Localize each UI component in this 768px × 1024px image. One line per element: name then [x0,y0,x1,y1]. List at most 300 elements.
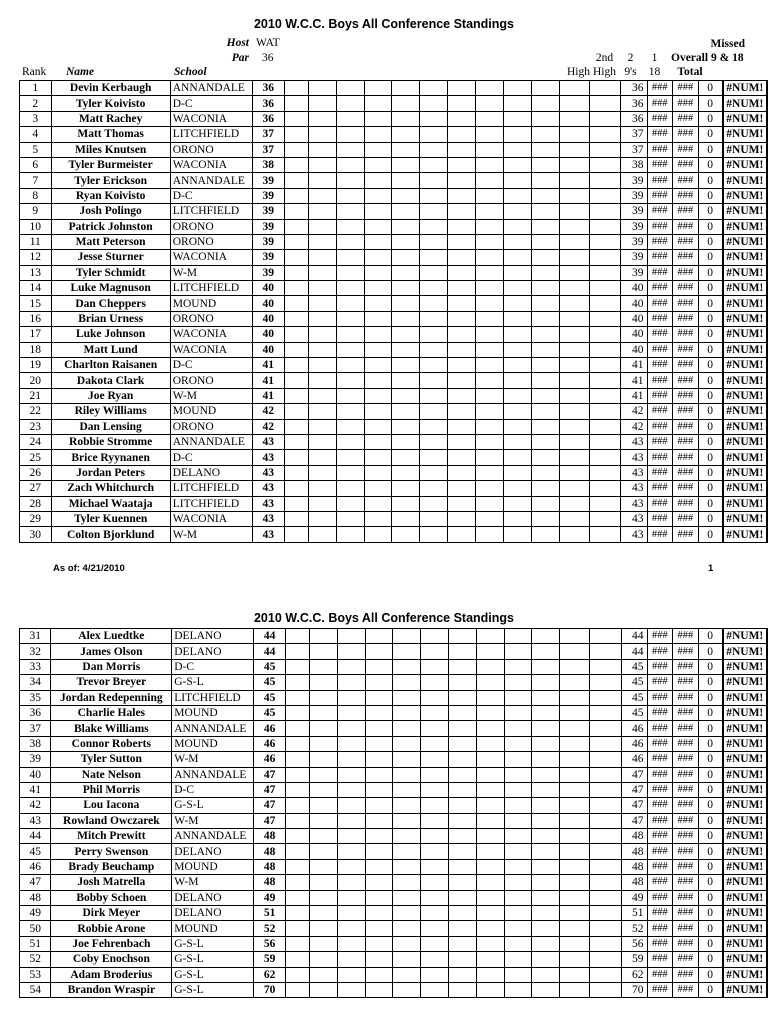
school-cell: G-S-L [172,675,254,690]
eighteen-cell: 0 [698,142,722,157]
score-cell: 36 [252,81,284,96]
score-cell: 46 [254,721,286,736]
blank-score-cell [476,644,504,659]
school-cell: WACONIA [170,342,252,357]
blank-score-cell [392,481,420,496]
school-cell: W-M [172,813,254,828]
eighteen-cell: 0 [698,281,722,296]
blank-score-cell [560,982,590,997]
blank-score-cell [504,127,532,142]
player-name-cell: Nate Nelson [51,767,172,782]
blank-score-cell [392,234,420,249]
second-high-cell: ### [647,629,673,644]
blank-score-cell [559,173,589,188]
blank-score-cell [308,511,336,526]
blank-score-cell [590,204,621,219]
blank-score-cell [560,798,590,813]
second-high-cell: ### [647,782,673,797]
school-cell: MOUND [172,921,254,936]
blank-score-cell [421,752,449,767]
high-cell: 48 [621,844,647,859]
blank-score-cell [476,982,504,997]
blank-score-cell [421,906,449,921]
school-cell: LITCHFIELD [170,496,252,511]
blank-score-cell [364,127,392,142]
blank-score-cell [476,342,504,357]
blank-score-cell [476,234,504,249]
blank-score-cell [284,511,308,526]
blank-score-cell [559,250,589,265]
blank-score-cell [421,798,449,813]
high-cell: 39 [621,219,647,234]
nines-cell: ### [673,952,699,967]
blank-score-cell [531,296,559,311]
blank-score-cell [393,690,421,705]
overall-total-cell: #NUM! [723,659,768,674]
eighteen-cell: 0 [698,434,722,449]
blank-score-cell [365,875,393,890]
blank-score-cell [309,936,337,951]
blank-score-cell [590,906,621,921]
blank-score-cell [476,859,504,874]
blank-score-cell [309,906,337,921]
score-cell: 44 [254,629,286,644]
blank-score-cell [476,404,504,419]
score-cell: 37 [252,127,284,142]
school-cell: WACONIA [170,111,252,126]
blank-score-cell [532,890,560,905]
blank-score-cell [504,511,532,526]
second-high-cell: ### [647,173,673,188]
school-cell: WACONIA [170,327,252,342]
blank-score-cell [532,736,560,751]
rank-cell: 36 [20,705,51,720]
blank-score-cell [284,296,308,311]
nine-eighteen-header: 9 & 18 [711,52,744,64]
overall-total-cell: #NUM! [723,388,767,403]
blank-score-cell [392,265,420,280]
blank-score-cell [284,434,308,449]
standings-row [20,952,768,967]
overall-total-cell: #NUM! [723,752,768,767]
standings-row [20,250,768,265]
rank-cell: 48 [20,890,51,905]
blank-score-cell [504,188,532,203]
rank-cell: 51 [20,936,51,951]
school-cell: ANNANDALE [172,829,254,844]
blank-score-cell [531,419,559,434]
blank-score-cell [337,936,365,951]
blank-score-cell [286,844,310,859]
blank-score-cell [337,982,365,997]
second-high-cell: ### [647,829,673,844]
standings-row [20,782,768,797]
blank-score-cell [504,419,532,434]
blank-score-cell [420,219,448,234]
blank-score-cell [476,96,504,111]
blank-score-cell [393,721,421,736]
second-high-cell: ### [647,481,673,496]
blank-score-cell [504,736,532,751]
eighteen-cell: 0 [698,721,722,736]
nines-cell: ### [673,281,699,296]
blank-score-cell [590,752,621,767]
blank-score-cell [448,767,476,782]
overall-total-cell: #NUM! [723,906,768,921]
blank-score-cell [420,234,448,249]
blank-score-cell [559,96,589,111]
blank-score-cell [392,373,420,388]
second-high-cell: ### [647,157,673,172]
blank-score-cell [476,875,504,890]
blank-score-cell [337,859,365,874]
standings-row [20,921,768,936]
eighteen-cell: 0 [698,890,722,905]
second-high-cell: ### [647,875,673,890]
blank-score-cell [448,752,476,767]
blank-score-cell [420,111,448,126]
blank-score-cell [365,921,393,936]
blank-score-cell [284,188,308,203]
score-cell: 39 [252,250,284,265]
second-high-cell: ### [647,142,673,157]
blank-score-cell [532,644,560,659]
standings-row [20,527,768,542]
blank-score-cell [337,890,365,905]
blank-score-cell [308,465,336,480]
eighteen-cell: 0 [698,96,722,111]
blank-score-cell [393,659,421,674]
blank-score-cell [590,342,621,357]
blank-score-cell [393,813,421,828]
blank-score-cell [421,875,449,890]
blank-score-cell [590,127,621,142]
rank-cell: 16 [20,311,52,326]
overall-total-cell: #NUM! [723,875,768,890]
school-cell: D-C [172,659,254,674]
nines-cell: ### [673,157,699,172]
blank-score-cell [393,967,421,982]
blank-score-cell [590,157,621,172]
blank-score-cell [421,675,449,690]
blank-score-cell [476,358,504,373]
rank-cell: 2 [20,96,52,111]
overall-total-cell: #NUM! [723,96,767,111]
eighteen-header-bottom: 18 [648,66,661,78]
school-cell: ORONO [170,419,252,434]
blank-score-cell [560,890,590,905]
blank-score-cell [309,721,337,736]
overall-total-cell: #NUM! [723,481,767,496]
blank-score-cell [420,188,448,203]
player-name-cell: Tyler Schmidt [51,265,170,280]
second-high-cell: ### [647,659,673,674]
blank-score-cell [392,157,420,172]
blank-score-cell [560,767,590,782]
blank-score-cell [309,859,337,874]
blank-score-cell [336,327,364,342]
blank-score-cell [336,388,364,403]
blank-score-cell [308,450,336,465]
nines-cell: ### [673,81,699,96]
school-cell: DELANO [172,844,254,859]
standings-row [20,281,768,296]
blank-score-cell [364,219,392,234]
nines-cell: ### [673,481,699,496]
player-name-cell: Adam Broderius [51,967,172,982]
nines-cell: ### [673,496,699,511]
high-cell: 45 [621,659,647,674]
player-name-cell: Mitch Prewitt [51,829,172,844]
blank-score-cell [284,450,308,465]
standings-row [20,906,768,921]
score-cell: 43 [252,481,284,496]
blank-score-cell [590,936,621,951]
rank-cell: 9 [20,204,52,219]
blank-score-cell [336,188,364,203]
blank-score-cell [559,111,589,126]
high-cell: 41 [621,358,647,373]
blank-score-cell [336,404,364,419]
overall-total-cell: #NUM! [723,142,767,157]
blank-score-cell [476,465,504,480]
standings-row [20,705,768,720]
blank-score-cell [392,358,420,373]
blank-score-cell [560,813,590,828]
blank-score-cell [504,721,532,736]
blank-score-cell [590,111,621,126]
blank-score-cell [393,798,421,813]
blank-score-cell [531,511,559,526]
eighteen-cell: 0 [698,204,722,219]
second-high-cell: ### [647,767,673,782]
eighteen-cell: 0 [698,767,722,782]
blank-score-cell [504,142,532,157]
school-cell: ORONO [170,373,252,388]
page-title: 2010 W.C.C. Boys All Conference Standings [253,17,515,31]
blank-score-cell [308,296,336,311]
high-cell: 40 [621,327,647,342]
blank-score-cell [590,142,621,157]
blank-score-cell [284,157,308,172]
blank-score-cell [559,204,589,219]
blank-score-cell [337,767,365,782]
blank-score-cell [420,96,448,111]
overall-total-cell: #NUM! [723,296,767,311]
school-cell: D-C [172,782,254,797]
blank-score-cell [308,142,336,157]
eighteen-cell: 0 [698,906,722,921]
nines-cell: ### [673,527,699,542]
eighteen-cell: 0 [698,829,722,844]
high-cell: 39 [621,234,647,249]
standings-row [20,219,768,234]
blank-score-cell [504,659,532,674]
blank-score-cell [504,705,532,720]
blank-score-cell [448,721,476,736]
blank-score-cell [420,481,448,496]
nines-cell: ### [673,250,699,265]
blank-score-cell [531,81,559,96]
nines-cell: ### [673,875,699,890]
blank-score-cell [476,936,504,951]
blank-score-cell [559,127,589,142]
rank-cell: 20 [20,373,52,388]
blank-score-cell [531,404,559,419]
blank-score-cell [364,281,392,296]
school-cell: DELANO [172,906,254,921]
blank-score-cell [393,906,421,921]
overall-total-cell: #NUM! [723,373,767,388]
blank-score-cell [448,511,476,526]
rank-cell: 27 [20,481,52,496]
school-cell: W-M [172,752,254,767]
blank-score-cell [531,342,559,357]
blank-score-cell [393,629,421,644]
blank-score-cell [286,859,310,874]
second-high-cell: ### [647,358,673,373]
nines-cell: ### [673,967,699,982]
blank-score-cell [284,111,308,126]
school-cell: ORONO [170,234,252,249]
standings-row [20,342,768,357]
eighteen-cell: 0 [698,465,722,480]
school-cell: WACONIA [170,157,252,172]
player-name-cell: Ryan Koivisto [51,188,170,203]
high-cell: 62 [621,967,647,982]
eighteen-cell: 0 [698,982,722,997]
school-cell: G-S-L [172,952,254,967]
overall-total-cell: #NUM! [723,967,768,982]
blank-score-cell [531,373,559,388]
standings-row [20,829,768,844]
player-name-cell: Perry Swenson [51,844,172,859]
rank-cell: 52 [20,952,51,967]
blank-score-cell [420,296,448,311]
blank-score-cell [531,311,559,326]
high-cell: 49 [621,890,647,905]
overall-total-cell: #NUM! [723,629,768,644]
nines-cell: ### [673,921,699,936]
player-name-cell: Dakota Clark [51,373,170,388]
blank-score-cell [284,404,308,419]
school-cell: D-C [170,450,252,465]
second-high-cell: ### [647,721,673,736]
blank-score-cell [559,404,589,419]
blank-score-cell [365,982,393,997]
eighteen-header-top: 1 [651,52,658,64]
school-cell: D-C [170,358,252,373]
blank-score-cell [504,813,532,828]
blank-score-cell [365,644,393,659]
high-cell: 45 [621,690,647,705]
blank-score-cell [337,798,365,813]
blank-score-cell [504,798,532,813]
blank-score-cell [365,967,393,982]
second-high-cell: ### [647,511,673,526]
blank-score-cell [532,721,560,736]
blank-score-cell [504,373,532,388]
blank-score-cell [392,342,420,357]
eighteen-cell: 0 [698,705,722,720]
blank-score-cell [448,782,476,797]
nines-cell: ### [673,296,699,311]
overall-total-cell: #NUM! [723,690,768,705]
standings-row [20,875,768,890]
nines-cell: ### [673,204,699,219]
blank-score-cell [336,481,364,496]
player-name-cell: Brian Urness [51,311,170,326]
standings-row [20,752,768,767]
blank-score-cell [337,844,365,859]
rank-cell: 43 [20,813,51,828]
blank-score-cell [476,481,504,496]
blank-score-cell [504,527,532,542]
blank-score-cell [336,173,364,188]
blank-score-cell [284,96,308,111]
player-name-cell: Dan Cheppers [51,296,170,311]
school-cell: W-M [170,265,252,280]
standings-row [20,767,768,782]
standings-row [20,142,768,157]
standings-row [20,859,768,874]
blank-score-cell [560,829,590,844]
blank-score-cell [476,967,504,982]
blank-score-cell [365,813,393,828]
blank-score-cell [364,404,392,419]
blank-score-cell [336,465,364,480]
blank-score-cell [531,358,559,373]
blank-score-cell [284,81,308,96]
blank-score-cell [308,265,336,280]
eighteen-cell: 0 [698,111,722,126]
blank-score-cell [476,419,504,434]
blank-score-cell [309,844,337,859]
school-cell: WACONIA [170,511,252,526]
eighteen-cell: 0 [698,527,722,542]
school-cell: ANNANDALE [170,434,252,449]
overall-total-cell: #NUM! [723,644,768,659]
second-high-cell: ### [647,675,673,690]
player-name-cell: Devin Kerbaugh [51,81,170,96]
blank-score-cell [336,111,364,126]
score-cell: 43 [252,434,284,449]
score-cell: 39 [252,219,284,234]
eighteen-cell: 0 [698,358,722,373]
blank-score-cell [364,327,392,342]
overall-total-cell: #NUM! [723,936,768,951]
blank-score-cell [448,342,476,357]
nines-cell: ### [673,358,699,373]
blank-score-cell [448,450,476,465]
nines-cell: ### [673,644,699,659]
blank-score-cell [476,204,504,219]
blank-score-cell [560,629,590,644]
blank-score-cell [392,434,420,449]
score-cell: 39 [252,265,284,280]
blank-score-cell [336,496,364,511]
blank-score-cell [559,511,589,526]
school-cell: W-M [170,527,252,542]
blank-score-cell [392,450,420,465]
blank-score-cell [364,450,392,465]
high-cell: 41 [621,388,647,403]
overall-total-cell: #NUM! [723,281,767,296]
blank-score-cell [336,419,364,434]
eighteen-cell: 0 [698,752,722,767]
second-high-cell: ### [647,982,673,997]
blank-score-cell [284,234,308,249]
